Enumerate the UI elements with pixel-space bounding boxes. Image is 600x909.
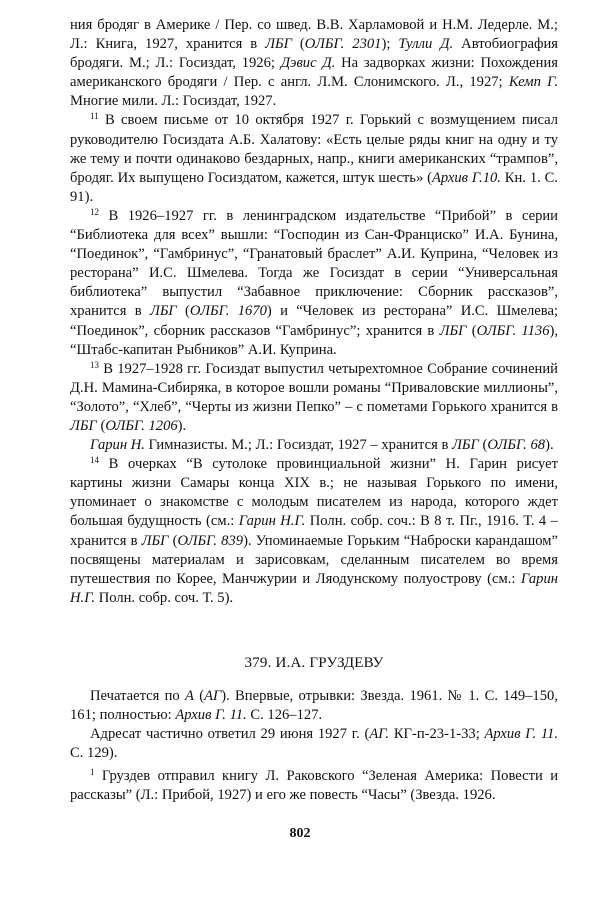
text-run: ). Упоминаемые Горьким “Наброски карандашом” посвящены материалам и зарисовкам, сделанным писателем во время путешествия по Корее, Манчжурии и Ляодунскому полуострову (см.:: [70, 532, 559, 587]
italic-reference: ЛБГ: [70, 417, 97, 434]
text-run: В очерках “В сутолоке провинциальной жизни” Н. Гарин рисует картины жизни Самары конца XIX в.; не называя Горького по имени, упоминает о знакомстве с молодым писателем из народа, которого ждет большая будущность (см.:: [70, 456, 558, 530]
italic-reference: АГ.: [369, 726, 390, 743]
italic-reference: ЛБГ: [141, 532, 169, 549]
text-run: (: [466, 322, 477, 339]
italic-reference: Гарин Н.: [90, 437, 145, 454]
text-run: Полн. собр. соч. Т. 5).: [95, 589, 234, 606]
text-run: Многие мили. Л.: Госиздат, 1927.: [70, 93, 277, 110]
text-run: (: [96, 417, 106, 434]
letter-heading: 379. И.А. ГРУЗДЕВУ: [244, 654, 384, 671]
text-run: На задворках жизни: Похождения американского бродяги / Пер. с англ. Л.М. Слонимского. Л., 1927;: [70, 55, 558, 91]
text-run: Полн. собр. соч.: В 8 т. Пг., 1916. Т. 4 – хранится в: [70, 513, 558, 549]
italic-reference: ОЛБГ. 1206: [105, 417, 178, 434]
italic-reference: ОЛБГ. 839: [177, 532, 244, 549]
text-run: С. 126–127.: [246, 707, 323, 724]
italic-reference: ОЛБГ. 1136: [476, 322, 550, 339]
footnote-paragraph: [70, 767, 558, 805]
text-run: Кн. 1. С. 91).: [70, 169, 558, 205]
paragraph: [70, 687, 558, 725]
italic-reference: Дэвис Д.: [280, 55, 336, 72]
text-run: ). Впервые, отрывки: Звезда. 1961. № 1. С. 149–150, 161; полностью:: [70, 688, 558, 724]
text-run: );: [381, 36, 399, 53]
text-run: (: [291, 36, 305, 53]
italic-reference: А: [185, 688, 194, 704]
italic-reference: ОЛБГ. 1670: [189, 303, 267, 320]
note-number: 12: [90, 206, 99, 217]
italic-reference: ЛБГ: [149, 303, 177, 320]
italic-reference: Архив Г. 11.: [175, 707, 247, 724]
text-run: Печатается по: [90, 688, 185, 704]
paragraph: [70, 16, 558, 111]
text-run: ) и “Человек из ресторана” И.С. Шмелева; “Поединок”, сборник рассказов “Гамбринус”; хранится в: [70, 303, 558, 339]
italic-reference: Архив Г. 11.: [484, 726, 558, 743]
italic-reference: ЛБГ: [439, 322, 467, 339]
text-run: С. 129).: [70, 745, 118, 762]
italic-reference: Кемп Г.: [508, 74, 558, 91]
italic-reference: Гарин Н.Г.: [238, 513, 306, 530]
text-run: ).: [545, 437, 554, 454]
paragraph: [70, 725, 558, 763]
text-run: В 1926–1927 гг. в ленинградском издательстве “Прибой” в серии “Библиотека для всех” вышли: “Господин из Сан-Франциско” И.А. Бунина, “Поединок”, “Гамбринус”, “Гранатовый браслет” А.И. Куприна, “Человек из ресторана” И.С. Шмелева. Тогда же Госиздат в серии “Универсальная библиотека” выпустил “Забавное приключение: Сборник рассказов”, хранится в: [70, 207, 558, 320]
note-number: 14: [90, 455, 99, 466]
italic-reference: Тулли Д.: [398, 36, 454, 53]
text-run: Гимназисты. М.; Л.: Госиздат, 1927 – хранится в: [144, 437, 452, 454]
note-number: 13: [90, 359, 99, 370]
text-run: В 1927–1928 гг. Госиздат выпустил четырехтомное Собрание сочинений Д.Н. Мамина-Сибиряка, в которое вошли романы “Приваловские миллионы”, “Золото”, “Хлеб”, “Черты из жизни Пепко” – с пометами Горького хранится в: [70, 360, 558, 415]
text-run: (: [168, 532, 178, 549]
text-run: Груздев отправил книгу Л. Раковского “Зеленая Америка: Повести и рассказы” (Л.: Прибой, 1927) и его же повесть “Часы” (Звезда. 1926.: [70, 768, 558, 804]
text-run: ).: [177, 417, 187, 434]
page-body: [70, 16, 558, 806]
text-run: (: [193, 688, 205, 704]
footnote-paragraph: [70, 360, 558, 436]
italic-reference: Архив Г.10.: [431, 169, 501, 186]
italic-reference: ОЛБГ. 68: [487, 437, 546, 454]
endnotes-previous-letter: [70, 16, 558, 608]
letter-commentary: [70, 687, 558, 806]
text-run: (: [478, 437, 488, 454]
italic-reference: ЛБГ: [452, 437, 479, 454]
paragraph: [70, 436, 558, 455]
italic-reference: Гарин Н.Г.: [70, 570, 558, 606]
text-run: В своем письме от 10 октября 1927 г. Горький с возмущением писал руководителю Госиздата А.Б. Халатову: «Есть целые ряды книг на одну и ту же тему и почти одинаково бездарных, напр., книги американских “трампов”, бродяг. Их выпущено Госиздатом, кажется, штук шесть» (: [70, 112, 558, 186]
footnote-paragraph: [70, 455, 558, 608]
text-run: (: [176, 303, 190, 320]
note-number: 11: [90, 111, 99, 122]
text-run: КГ-п-23-1-33;: [389, 726, 485, 743]
italic-reference: АГ: [204, 688, 222, 704]
italic-reference: ЛБГ: [265, 36, 292, 53]
text-run: ния бродяг в Америке / Пер. со швед. В.В. Харламовой и Н.М. Ледерле. М.; Л.: Книга, 1927, хранится в: [70, 17, 558, 53]
page-number: 802: [289, 826, 311, 841]
italic-reference: ОЛБГ. 2301: [304, 36, 382, 53]
text-run: ), “Штабс-капитан Рыбников” А.И. Куприна.: [70, 322, 559, 358]
text-run: Адресат частично ответил 29 июня 1927 г. (: [90, 726, 370, 743]
footnote-paragraph: [70, 207, 558, 360]
footnote-paragraph: [70, 111, 558, 206]
text-run: Автобиография бродяги. М.; Л.: Госиздат, 1926;: [70, 36, 558, 72]
note-number: 1: [90, 767, 95, 778]
